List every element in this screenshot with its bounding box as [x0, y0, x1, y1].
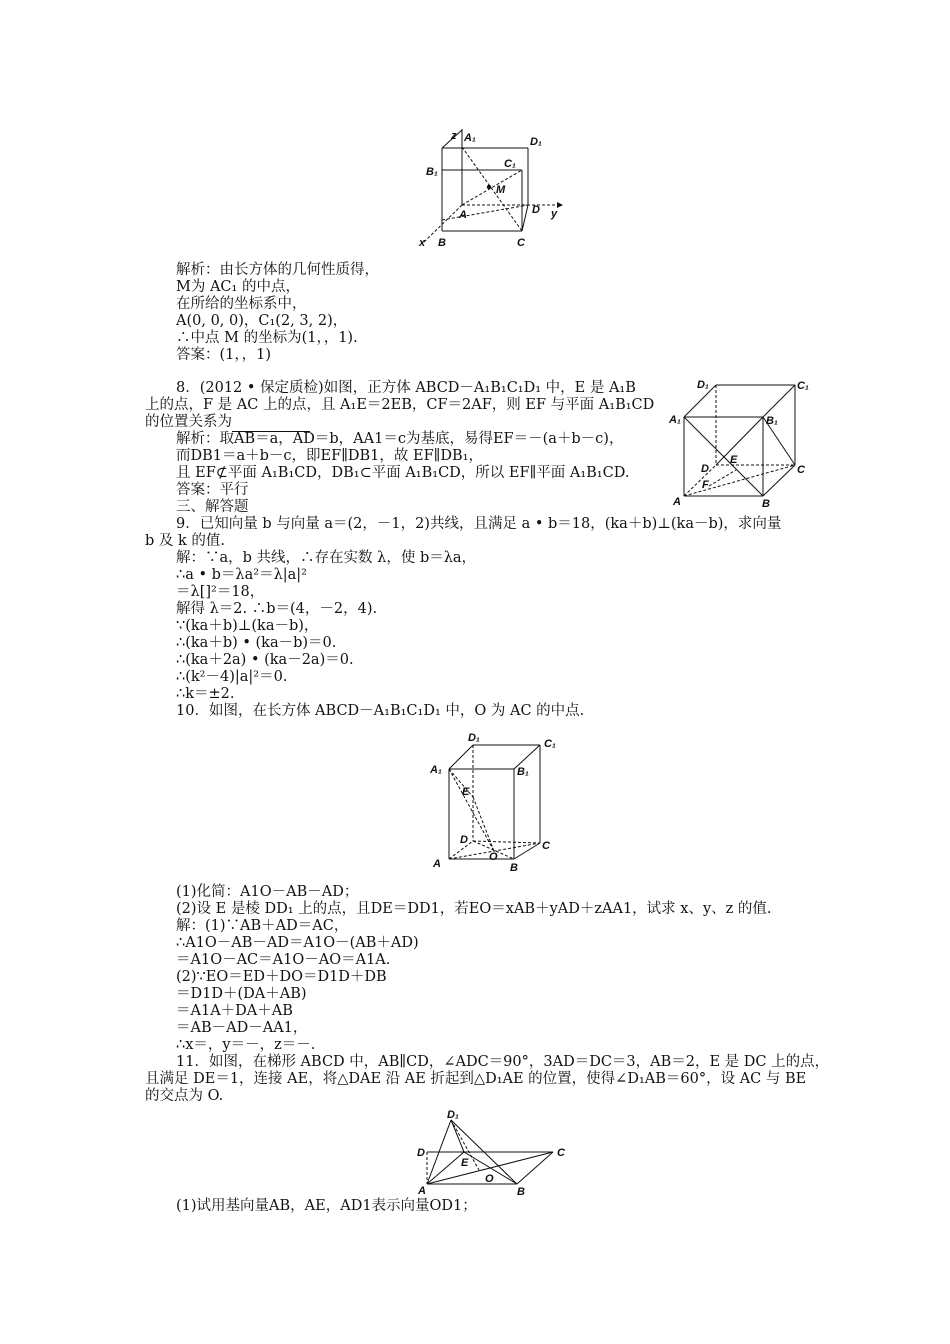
figure-4-svg — [415, 1109, 575, 1198]
fig1-label-B1: B₁ — [426, 166, 438, 178]
fig1-label-D: D — [532, 204, 540, 216]
figure-cuboid-coordinates — [418, 125, 568, 250]
fig3-label-A: A — [433, 858, 441, 870]
solution-line: ∵(ka＋b)⊥(ka－b)， — [176, 618, 319, 634]
fig2-label-C1: C₁ — [797, 380, 809, 392]
problem-11-line: 且满足 DE＝1，连接 AE，将△DAE 沿 AE 折起到△D₁AE 的位置，使得∠D₁AB＝60°，设 AC 与 BE — [145, 1071, 807, 1087]
solution-line: 解：(1)∵AB＋AD＝AC， — [176, 918, 349, 934]
answer-line: 答案：(1，，1) — [176, 347, 272, 363]
fig2-label-D: D — [701, 463, 709, 475]
problem-9-line: b 及 k 的值. — [145, 533, 226, 549]
fig1-label-B: B — [438, 237, 446, 249]
fig2-label-D1: D₁ — [697, 379, 709, 391]
solution-line: ＝D1D＋(DA＋AB) — [176, 986, 307, 1002]
solution-line: 且 EF⊄平面 A₁B₁CD，DB₁⊂平面 A₁B₁CD，所以 EF∥平面 A₁B₁CD. — [176, 465, 630, 481]
fig4-label-O: O — [485, 1173, 494, 1185]
fig4-label-B: B — [517, 1186, 525, 1198]
problem-10-line: 10．如图，在长方体 ABCD－A₁B₁C₁D₁ 中，O 为 AC 的中点. — [176, 703, 585, 719]
fig2-label-F: F — [702, 479, 709, 491]
fig1-label-D1: D₁ — [530, 136, 542, 148]
solution-line: ＝λ[]²＝18， — [176, 584, 265, 600]
solution-line: ＝A1A＋DA＋AB — [176, 1003, 293, 1019]
solution-line: 解：∵a，b 共线，∴存在实数 λ，使 b＝λa， — [176, 550, 477, 566]
figure-cube-problem-8 — [670, 375, 815, 510]
solution-line: ＝AB－AD－AA1， — [176, 1020, 308, 1036]
solution-line: ＝A1O－AC＝A1O－AO＝A1A. — [176, 952, 391, 968]
figure-3-svg — [428, 732, 568, 874]
solution-line: ∴A1O－AB－AD＝A1O－(AB＋AD) — [176, 935, 419, 951]
fig1-label-A1: A₁ — [464, 132, 476, 144]
fig4-label-E: E — [461, 1157, 469, 1169]
fig4-label-A: A — [418, 1185, 426, 1197]
fig1-label-C: C — [517, 237, 525, 249]
fig1-label-M: M — [496, 184, 506, 196]
figure-2-svg — [670, 375, 815, 510]
fig3-label-B1: B₁ — [517, 766, 529, 778]
fig2-label-B: B — [762, 498, 770, 510]
solution-line: ∴(ka＋2a) • (ka－2a)＝0. — [176, 652, 354, 668]
fig1-label-A: A — [459, 209, 467, 221]
problem-8-line: 8．(2012 • 保定质检)如图，正方体 ABCD－A₁B₁C₁D₁ 中，E 是 A₁B — [176, 380, 636, 396]
figure-1-svg — [418, 125, 568, 250]
section-heading: 三、解答题 — [176, 499, 249, 515]
solution-line: ∴k＝±2. — [176, 686, 235, 702]
figure-cuboid-problem-10 — [428, 732, 568, 874]
problem-11-line: 11．如图，在梯形 ABCD 中，AB∥CD，∠ADC＝90°，3AD＝DC＝3，AB＝2，E 是 DC 上的点， — [176, 1054, 830, 1070]
solution-line: 解析：由长方体的几何性质得， — [176, 262, 379, 278]
fig3-label-D1: D₁ — [468, 732, 480, 744]
fig3-label-C: C — [542, 840, 550, 852]
solution-line: ∴中点 M 的坐标为(1，，1). — [176, 330, 358, 346]
fig1-label-y: y — [551, 208, 558, 220]
fig2-label-E: E — [730, 454, 738, 466]
solution-line: 在所给的坐标系中， — [176, 296, 307, 312]
fig3-label-O: O — [489, 851, 498, 863]
solution-line: (2)∵EO＝ED＋DO＝D1D＋DB — [176, 969, 387, 985]
solution-line: ∴x＝，y＝－，z＝－. — [176, 1037, 316, 1053]
solution-line: M为 AC₁ 的中点， — [176, 279, 300, 295]
problem-11-line: 的交点为 O. — [145, 1088, 224, 1104]
solution-line: 而DB1＝a＋b－c，即EF∥DB1，故 EF∥DB₁， — [176, 448, 483, 464]
problem-10-part-1: (1)化简：A1O－AB－AD； — [176, 884, 359, 900]
fig4-label-C: C — [557, 1147, 565, 1159]
problem-8-prompt: 的位置关系为 — [145, 414, 232, 430]
fig1-label-x: x — [419, 237, 426, 249]
answer-blank — [232, 414, 310, 432]
problem-9-line: 9．已知向量 b 与向量 a＝(2，－1，2)共线，且满足 a • b＝18，(ka＋b)⊥(ka－b)，求向量 — [176, 516, 782, 532]
fig1-label-C1: C₁ — [504, 158, 516, 170]
answer-line: 答案：平行 — [176, 482, 249, 498]
solution-line: 解得 λ＝2. ∴b＝(4，－2，4). — [176, 601, 378, 617]
fig3-label-D: D — [460, 834, 468, 846]
problem-8-line — [145, 414, 310, 432]
fig4-label-D1: D₁ — [447, 1109, 459, 1121]
fig2-label-C: C — [797, 464, 805, 476]
fig2-label-A1: A₁ — [669, 414, 681, 426]
problem-8-line: 上的点，F 是 AC 上的点，且 A₁E＝2EB，CF＝2AF，则 EF 与平面 A₁B₁CD — [145, 397, 655, 413]
fig3-label-A1: A₁ — [430, 764, 442, 776]
solution-line: ∴(ka＋b) • (ka－b)＝0. — [176, 635, 337, 651]
fig2-label-A: A — [673, 496, 681, 508]
fig3-label-B: B — [510, 862, 518, 874]
problem-11-part-1: (1)试用基向量AB，AE，AD1表示向量OD1； — [176, 1198, 477, 1214]
fig3-label-C1: C₁ — [544, 738, 556, 750]
solution-line: ∴(k²－4)|a|²＝0. — [176, 669, 288, 685]
figure-trapezoid-problem-11 — [415, 1109, 575, 1198]
fig2-label-B1: B₁ — [766, 415, 778, 427]
problem-10-part-2: (2)设 E 是棱 DD₁ 上的点，且DE＝DD1，若EO＝xAB＋yAD＋zAA1，试求 x、y、z 的值. — [176, 901, 772, 917]
fig4-label-D: D — [417, 1147, 425, 1159]
fig3-label-E: E — [462, 786, 470, 798]
solution-line: A(0, 0, 0)，C₁(2, 3, 2)， — [176, 313, 348, 329]
solution-line: ∴a • b＝λa²＝λ|a|² — [176, 567, 307, 583]
solution-line: 解析：取AB＝a，AD＝b，AA1＝c为基底，易得EF＝－(a＋b－c)， — [176, 431, 624, 447]
fig1-label-z: z — [451, 130, 457, 142]
